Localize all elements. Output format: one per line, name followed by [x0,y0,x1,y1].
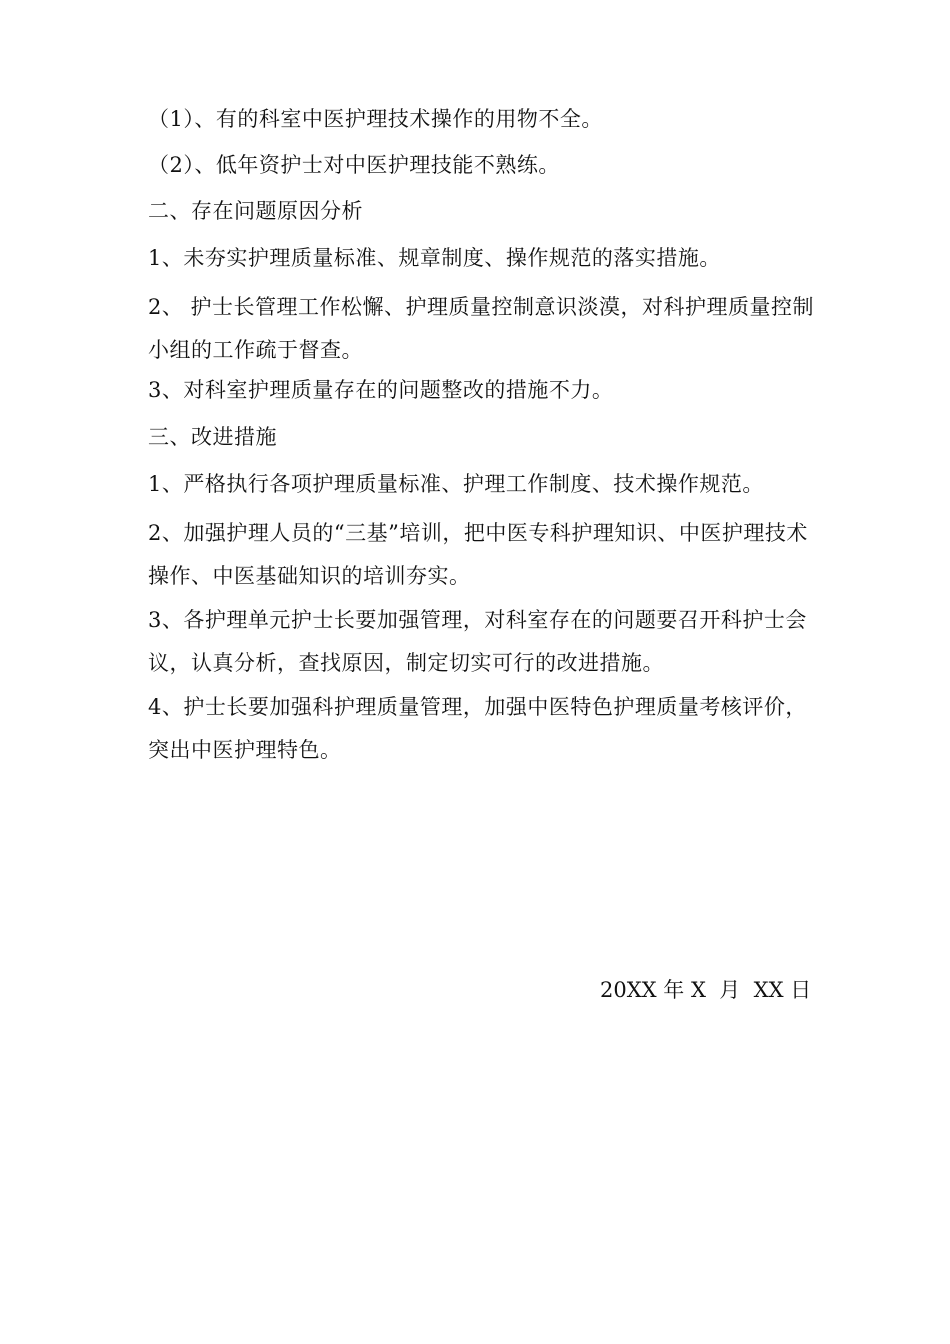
paragraph-measure-3: 3、各护理单元护士长要加强管理，对科室存在的问题要召开科护士会议，认真分析，查找原因，制定切实可行的改进措施。 [148,608,807,675]
paragraph-issue-2: （2）、低年资护士对中医护理技能不熟练。 [148,153,560,177]
paragraph-issue-1: （1）、有的科室中医护理技术操作的用物不全。 [148,107,603,131]
paragraph-cause-3: 3、对科室护理质量存在的问题整改的措施不力。 [148,378,614,402]
paragraph-cause-2: 2、 护士长管理工作松懈、护理质量控制意识淡漠，对科护理质量控制小组的工作疏于督查。 [148,295,815,362]
section-heading-cause-analysis: 二、存在问题原因分析 [148,199,363,223]
paragraph-cause-1: 1、未夯实护理质量标准、规章制度、操作规范的落实措施。 [148,246,721,270]
paragraph-measure-2: 2、加强护理人员的“三基”培训，把中医专科护理知识、中医护理技术操作、中医基础知识的培训夯实。 [148,521,808,588]
section-heading-improvement: 三、改进措施 [148,425,277,449]
document-date: 20XX 年 X 月 XX 日 [600,978,812,1002]
paragraph-measure-1: 1、严格执行各项护理质量标准、护理工作制度、技术操作规范。 [148,472,764,496]
paragraph-measure-4: 4、护士长要加强科护理质量管理，加强中医特色护理质量考核评价，突出中医护理特色。 [148,695,807,762]
